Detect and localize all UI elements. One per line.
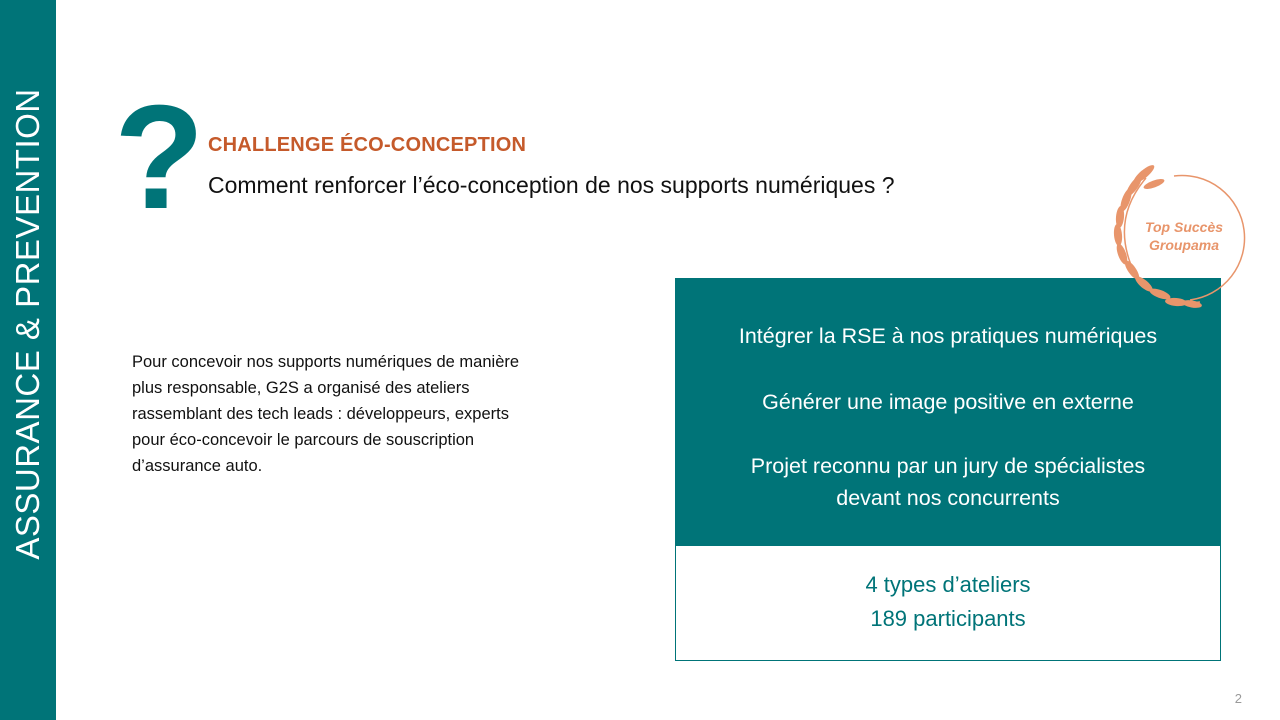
description-line: plus responsable, G2S a organisé des ateliers [132, 379, 470, 397]
badge-line-2: Groupama [1148, 237, 1220, 253]
badge-line-1: Top Succès [1144, 219, 1224, 235]
stats-box [675, 546, 1221, 661]
challenge-question: Comment renforcer l’éco-conception de nos supports numériques ? [208, 172, 895, 198]
goals-box [675, 278, 1221, 546]
top-succes-badge-icon [1104, 160, 1254, 310]
sidebar [0, 0, 56, 720]
description-line: rassemblant des tech leads : développeurs, experts [132, 405, 509, 423]
goal-item: Intégrer la RSE à nos pratiques numériques [738, 324, 1158, 348]
description-line: Pour concevoir nos supports numériques de manière [132, 353, 520, 371]
challenge-label: CHALLENGE ÉCO-CONCEPTION [208, 134, 527, 156]
stat-participants: 189 participants [870, 606, 1026, 631]
goal-item: devant nos concurrents [836, 486, 1060, 510]
goal-item: Projet reconnu par un jury de spécialistes [750, 454, 1146, 478]
question-mark-icon: ? [114, 75, 205, 240]
goal-item: Générer une image positive en externe [762, 390, 1134, 414]
description-line: d’assurance auto. [132, 457, 263, 475]
sidebar-title: ASSURANCE & PREVENTION [9, 88, 46, 560]
description-text [132, 349, 602, 479]
stat-workshop-types: 4 types d’ateliers [865, 572, 1031, 597]
page-number: 2 [1234, 691, 1242, 706]
description-line: pour éco-concevoir le parcours de souscription [132, 431, 475, 449]
